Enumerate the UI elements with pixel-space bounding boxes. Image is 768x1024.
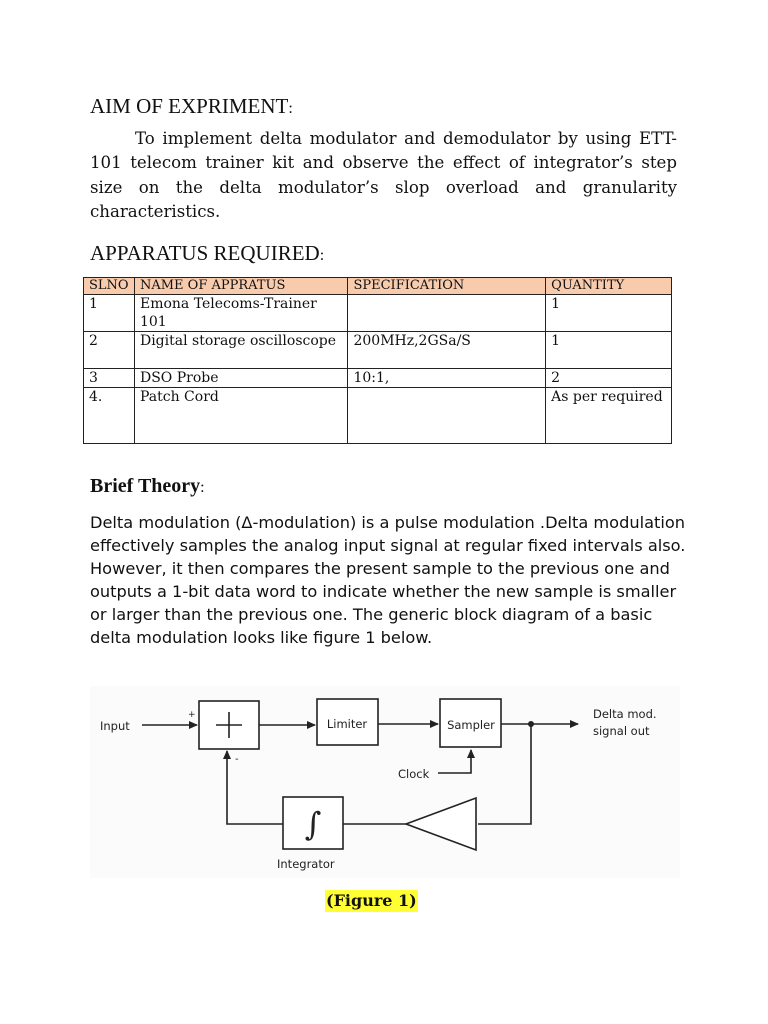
cell-quantity: 1 (546, 295, 672, 332)
cell-name: Digital storage oscilloscope (134, 332, 347, 369)
output-label-line1: Delta mod. (593, 707, 657, 721)
integral-symbol: ∫ (304, 805, 322, 843)
column-header-name: NAME OF APPRATUS (134, 278, 347, 295)
plus-sign: + (188, 710, 196, 720)
apparatus-heading-text: APPARATUS REQUIRED (90, 241, 320, 265)
cell-slno: 1 (84, 295, 135, 332)
aim-heading (90, 94, 293, 119)
cell-slno: 3 (84, 369, 135, 388)
cell-specification (348, 295, 546, 332)
table-row (84, 332, 672, 369)
apparatus-heading (90, 241, 324, 266)
table-row (84, 295, 672, 332)
theory-text: Delta modulation (Δ-modulation) is a pulse modulation .Delta modulation effectively samples the analog input signal at regular fixed intervals also. However, it then compares the present sample to the previous one and outputs a 1-bit data word to indicate whether the new sample is smaller or larger than the previous one. The generic block diagram of a basic delta modulation looks like figure 1 below. (90, 513, 686, 647)
limiter-label: Limiter (326, 717, 368, 731)
cell-name: Patch Cord (134, 388, 347, 444)
apparatus-table (83, 277, 672, 444)
branch-point-dot (528, 721, 534, 727)
minus-sign: - (235, 754, 239, 765)
theory-heading-colon: : (200, 479, 205, 496)
input-label: Input (100, 719, 130, 733)
aim-heading-colon: : (288, 100, 293, 117)
output-label-line2: signal out (593, 724, 650, 738)
theory-heading-text: Brief Theory (90, 475, 201, 497)
cell-specification: 200MHz,2GSa/S (348, 332, 546, 369)
aim-heading-text: AIM OF EXPRIMENT (90, 94, 289, 118)
cell-quantity: As per required (546, 388, 672, 444)
cell-quantity: 2 (546, 369, 672, 388)
table-row (84, 369, 672, 388)
delta-modulation-block-diagram (90, 686, 680, 878)
cell-name: Emona Telecoms-Trainer 101 (134, 295, 347, 332)
column-header-slno: SLNO (84, 278, 135, 295)
clock-label: Clock (398, 767, 430, 781)
cell-name: DSO Probe (134, 369, 347, 388)
column-header-quantity: QUANTITY (546, 278, 672, 295)
amplifier-triangle (406, 798, 476, 850)
cell-slno: 4. (84, 388, 135, 444)
cell-specification (348, 388, 546, 444)
table-row (84, 388, 672, 444)
clock-arrow (438, 750, 471, 773)
cell-slno: 2 (84, 332, 135, 369)
integrator-label: Integrator (277, 857, 335, 871)
apparatus-heading-colon: : (319, 247, 325, 264)
cell-quantity: 1 (546, 332, 672, 369)
column-header-specification: SPECIFICATION (348, 278, 546, 295)
table-header-row (84, 278, 672, 295)
theory-heading (90, 475, 205, 498)
sampler-label: Sampler (447, 718, 495, 732)
figure-caption: (Figure 1) (326, 891, 417, 910)
cell-specification: 10:1, (348, 369, 546, 388)
aim-text: To implement delta modulator and demodulator by using ETT-101 telecom trainer kit and observe the effect of integrator’s step size on the delta modulator’s slop overload and granularity characteristics. (90, 129, 677, 222)
